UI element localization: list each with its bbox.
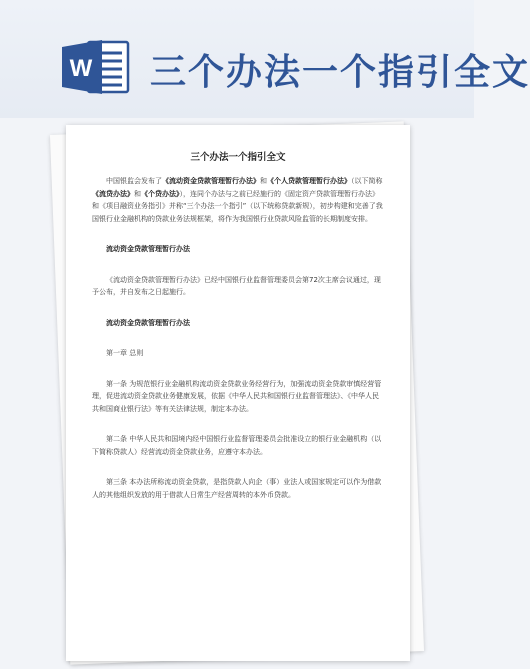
intro-text-5: ），连同个办法与之前已经施行的《固定资产贷款管理暂行办法》和《项目融资业务指引》并称“三个办法一个指引”（以下统称贷款新规），初步构建和完善了我国银行业金融机构的贷款业务法规框架，将作为我国银行业贷款风险监管的长期制度安排。 [92,189,383,223]
intro-paragraph [92,175,384,225]
document-body [92,151,384,501]
article-2: 第二条 中华人民共和国境内经中国银行业监督管理委员会批准设立的银行业金融机构（以下简称贷款人）经营流动资金贷款业务，应遵守本办法。 [92,435,382,456]
document-page [66,125,410,661]
header-banner [0,0,530,118]
logo-letter: W [69,55,93,82]
document-title: 三个办法一个指引全文 [190,152,286,163]
intro-text-3: （以下简称 [351,177,383,185]
intro-text-1: 中国银监会发布了 [106,177,162,185]
intro-bold-4: 《个贷办法》 [141,189,180,198]
intro-bold-2: 《个人贷款管理暂行办法》 [267,177,351,185]
announcement-paragraph: 《流动资金贷款管理暂行办法》已经中国银行业监督管理委员会第72次主席会议通过，现予公布，并自发布之日起施行。 [92,275,381,296]
article-1: 第一条 为规范银行业金融机构流动资金贷款业务经营行为，加强流动资金贷款审慎经营管理，促进流动资金贷款业务健康发展，依据《中华人民共和国银行业监督管理法》、《中华人民共和国商业银行法》等有关法律法规，制定本办法。 [92,379,382,413]
word-document-icon [62,38,130,96]
intro-bold-1: 《流动资金贷款管理暂行办法》 [162,177,260,185]
intro-text-4: 和 [134,189,141,198]
article-3: 第三条 本办法所称流动资金贷款，是指贷款人向企（事）业法人或国家规定可以作为借款人的其他组织发放的用于借款人日常生产经营周转的本外币贷款。 [92,478,382,499]
section-heading-2: 流动资金贷款管理暂行办法 [106,318,190,327]
section-heading-1: 流动资金贷款管理暂行办法 [106,245,190,253]
intro-text-2: 和 [260,177,267,185]
chapter-heading: 第一章 总则 [106,349,144,357]
banner-title: 三个办法一个指引全文 [150,52,530,93]
intro-bold-3: 《流贷办法》 [92,189,134,198]
